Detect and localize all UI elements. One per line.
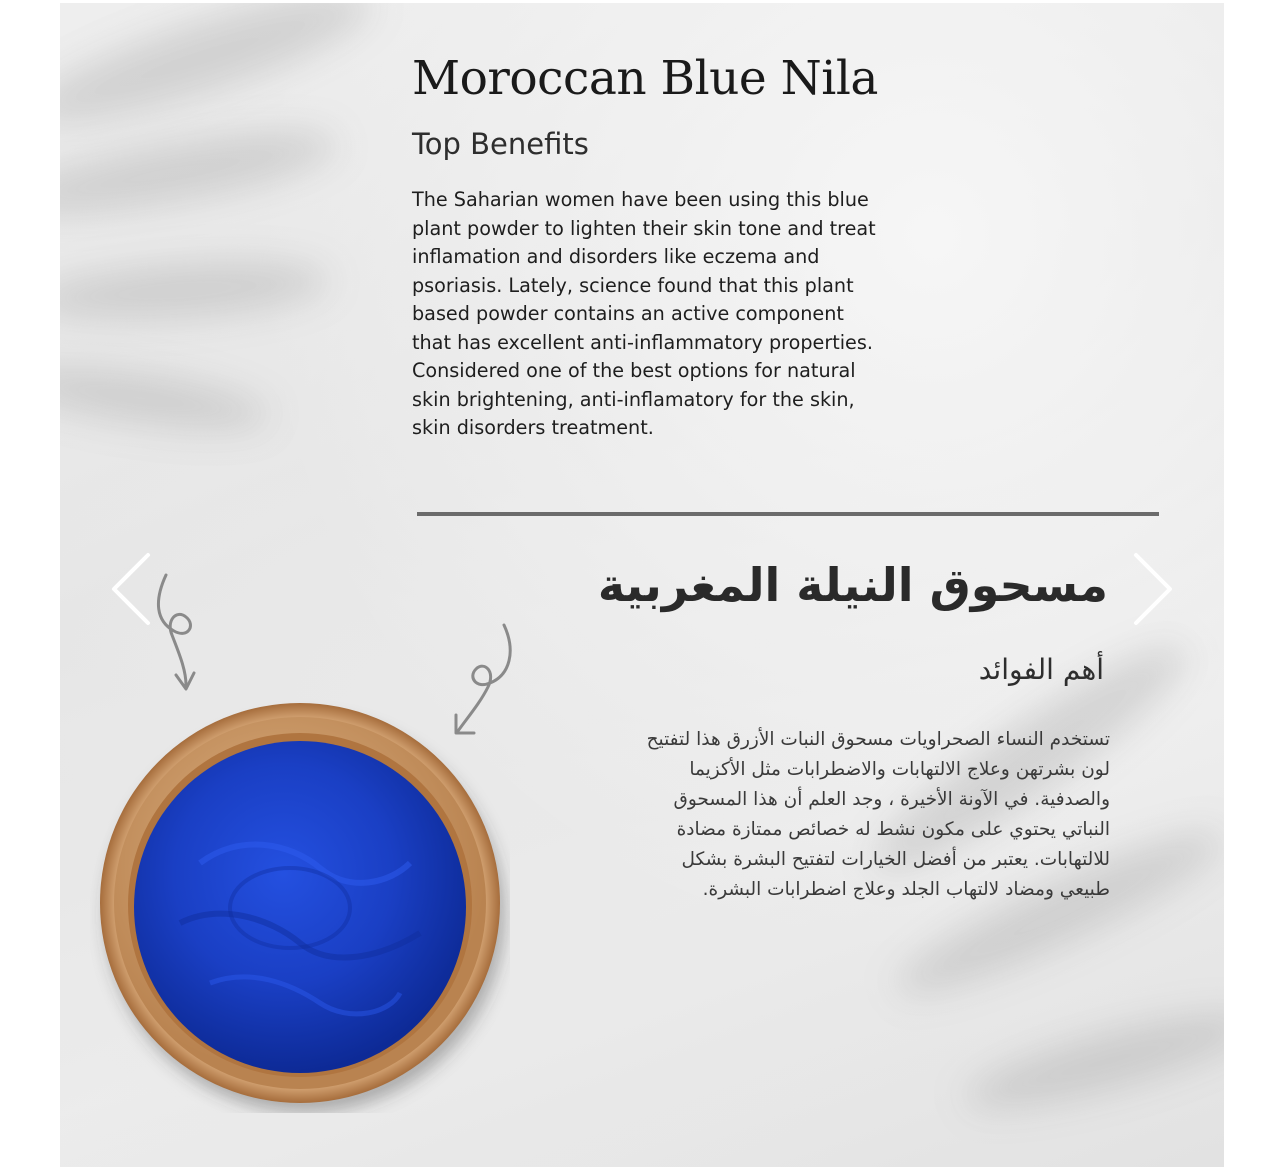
benefits-heading-english: Top Benefits [412,127,589,161]
chevron-left-icon [108,551,158,627]
leaf-shadow [60,253,332,329]
leaf-shadow [60,3,382,147]
benefits-description-english: The Saharian women have been using this blue plant powder to lighten their skin tone and treat inflamation and disorders like eczema and psoriasis. Lately, science found that this plant based powder contains an active component that has excellent anti-inflammatory properties. Considered one of the best options for natural skin brightening, anti-inflamatory for the skin, skin disorders treatment. [412,188,876,439]
benefits-description-arabic: تستخدم النساء الصحراويات مسحوق النبات الأزرق هذا لتفتيح لون بشرتهن وعلاج الالتهابات والاضطرابات مثل الأكزيما والصدفية. في الآونة الأخيرة ، وجد العلم أن هذا المسحوق النباتي يحتوي على مكون نشط له خصائص ممتازة مضادة للالتهابات. يعتبر من أفضل الخيارات لتفتيح البشرة بشكل طبيعي ومضاد لالتهاب الجلد وعلاج اضطرابات البشرة. [646,729,1110,900]
curly-arrow-icon [152,573,212,697]
leaf-shadow [60,355,272,441]
carousel-next-button[interactable] [1126,551,1176,627]
section-divider [417,512,1159,516]
product-title-arabic: مسحوق النيلة المغربية [597,558,1108,612]
chevron-right-icon [1126,551,1176,627]
leaf-shadow [60,114,343,232]
product-slide [60,3,1224,1167]
product-title-english: Moroccan Blue Nila [412,51,878,106]
carousel-prev-button[interactable] [108,551,158,627]
leaf-shadow [958,995,1224,1126]
benefits-heading-arabic: أهم الفوائد [978,653,1104,686]
blue-powder-bowl-image [90,693,510,1113]
